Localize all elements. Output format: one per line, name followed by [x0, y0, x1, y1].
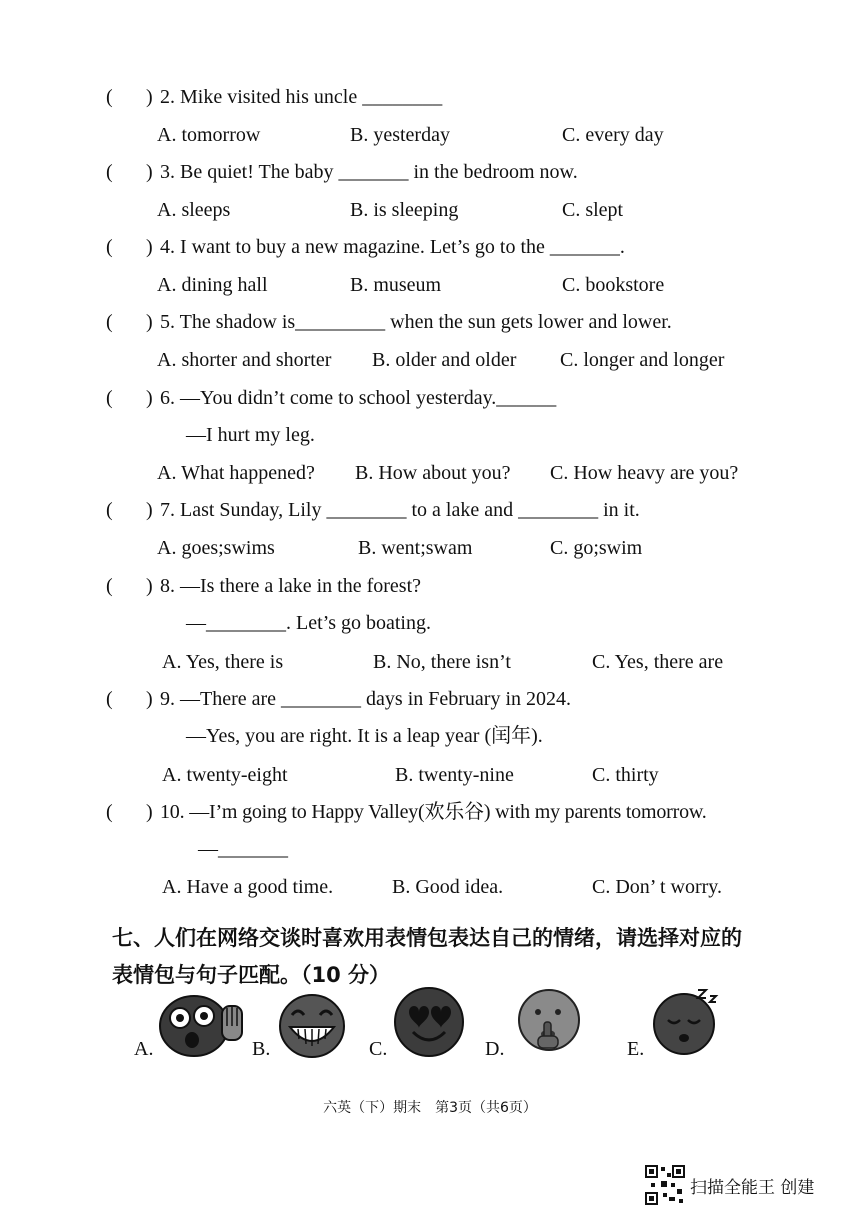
- option-b: B. is sleeping: [350, 199, 459, 221]
- surprised-waving-face-icon: [158, 990, 246, 1060]
- option-a: A. sleeps: [157, 199, 231, 221]
- option-a: A. Yes, there is: [162, 651, 284, 673]
- answer-paren-open[interactable]: (: [106, 311, 113, 333]
- option-a: A. goes;swims: [157, 537, 275, 559]
- question-stem: 4. I want to buy a new magazine. Let’s go to the _______.: [160, 236, 625, 258]
- option-b: B. museum: [350, 274, 442, 296]
- emoji-label-c: C.: [369, 1038, 388, 1060]
- answer-paren-open[interactable]: (: [106, 387, 113, 409]
- grinning-face-icon: [278, 993, 346, 1059]
- section-7-title-line1: 七、人们在网络交谈时喜欢用表情包表达自己的情绪，请选择对应的: [112, 926, 742, 950]
- qr-code-icon: [645, 1165, 685, 1205]
- heart-eyes-face-icon: [393, 986, 465, 1058]
- option-c: C. go;swim: [550, 537, 643, 559]
- option-a: A. twenty-eight: [162, 764, 288, 786]
- section-7-title-line2: 表情包与句子匹配。（10 分）: [112, 963, 391, 987]
- answer-paren-close: ): [146, 86, 153, 108]
- answer-paren-close: ): [146, 311, 153, 333]
- option-c: C. thirty: [592, 764, 659, 786]
- option-b: B. went;swam: [358, 537, 473, 559]
- answer-paren-open[interactable]: (: [106, 86, 113, 108]
- option-a: A. shorter and shorter: [157, 349, 332, 371]
- option-c: C. longer and longer: [560, 349, 725, 371]
- option-c: C. slept: [562, 199, 624, 221]
- option-a: A. dining hall: [157, 274, 268, 296]
- question-stem: 5. The shadow is_________ when the sun gets lower and lower.: [160, 311, 672, 333]
- question-reply: —_______: [198, 838, 288, 860]
- answer-paren-close: ): [146, 387, 153, 409]
- answer-paren-close: ): [146, 236, 153, 258]
- option-c: C. How heavy are you?: [550, 462, 739, 484]
- emoji-label-b: B.: [252, 1038, 271, 1060]
- option-c: C. Don’ t worry.: [592, 876, 722, 898]
- question-stem: 7. Last Sunday, Lily ________ to a lake and ________ in it.: [160, 499, 640, 521]
- question-stem: 9. —There are ________ days in February in 2024.: [160, 688, 572, 710]
- question-stem: 3. Be quiet! The baby _______ in the bedroom now.: [160, 161, 578, 183]
- emoji-label-d: D.: [485, 1038, 505, 1060]
- option-c: C. every day: [562, 124, 664, 146]
- question-reply: —Yes, you are right. It is a leap year (闰年).: [186, 725, 543, 747]
- question-reply: —________. Let’s go boating.: [186, 612, 431, 634]
- watermark-text: 扫描全能王 创建: [690, 1178, 815, 1198]
- question-stem: 2. Mike visited his uncle ________: [160, 86, 443, 108]
- question-stem: 6. —You didn’t come to school yesterday.______: [160, 387, 557, 409]
- answer-paren-close: ): [146, 499, 153, 521]
- emoji-label-e: E.: [627, 1038, 645, 1060]
- option-a: A. What happened?: [157, 462, 315, 484]
- option-b: B. No, there isn’t: [373, 651, 511, 673]
- emoji-label-a: A.: [134, 1038, 154, 1060]
- option-b: B. Good idea.: [392, 876, 504, 898]
- answer-paren-close: ): [146, 575, 153, 597]
- option-c: C. bookstore: [562, 274, 665, 296]
- answer-paren-open[interactable]: (: [106, 499, 113, 521]
- option-b: B. yesterday: [350, 124, 450, 146]
- answer-paren-open[interactable]: (: [106, 575, 113, 597]
- option-c: C. Yes, there are: [592, 651, 724, 673]
- question-reply: —I hurt my leg.: [186, 424, 315, 446]
- answer-paren-close: ): [146, 801, 153, 823]
- shushing-face-icon: [516, 988, 582, 1054]
- option-a: A. tomorrow: [157, 124, 261, 146]
- answer-paren-open[interactable]: (: [106, 161, 113, 183]
- question-stem: 8. —Is there a lake in the forest?: [160, 575, 422, 597]
- option-b: B. twenty-nine: [395, 764, 514, 786]
- option-b: B. older and older: [372, 349, 517, 371]
- question-stem: 10. —I’m going to Happy Valley(欢乐谷) with my parents tomorrow.: [160, 801, 707, 823]
- page-footer: 六英（下）期末 第3页（共6页）: [323, 1100, 537, 1116]
- answer-paren-open[interactable]: (: [106, 801, 113, 823]
- option-b: B. How about you?: [355, 462, 511, 484]
- answer-paren-close: ): [146, 688, 153, 710]
- sleeping-face-icon: [650, 984, 728, 1056]
- answer-paren-open[interactable]: (: [106, 688, 113, 710]
- answer-paren-close: ): [146, 161, 153, 183]
- option-a: A. Have a good time.: [162, 876, 334, 898]
- answer-paren-open[interactable]: (: [106, 236, 113, 258]
